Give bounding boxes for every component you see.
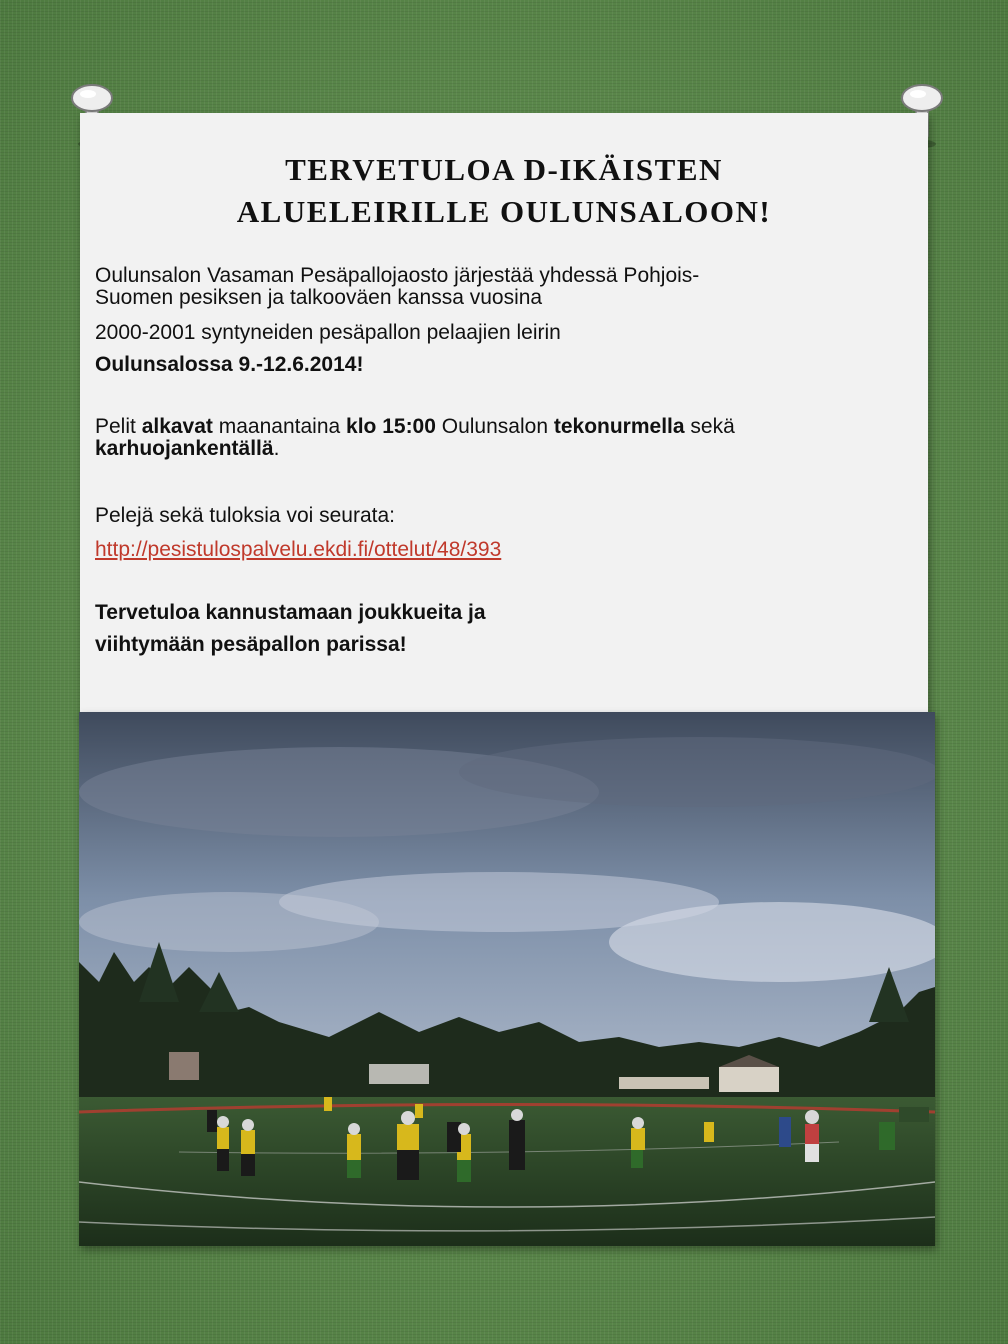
games-text-3: Oulunsalon bbox=[435, 415, 554, 438]
field-photo-illustration bbox=[79, 712, 935, 1246]
title-line-2: ALUELEIRILLE OULUNSALOON! bbox=[236, 194, 772, 229]
games-bold-time: klo 15:00 bbox=[346, 415, 436, 438]
closing-line-1: Tervetuloa kannustamaan joukkueita ja bbox=[95, 601, 486, 624]
intro-date: Oulunsalossa 9.-12.6.2014! bbox=[95, 353, 364, 376]
field-photo bbox=[79, 712, 935, 1246]
games-text-2: maanantaina bbox=[212, 415, 347, 438]
results-link[interactable]: http://pesistulospalvelu.ekdi.fi/ottelut/48/393 bbox=[95, 538, 502, 561]
games-bold-field2: karhuojankentällä bbox=[95, 437, 274, 460]
intro-line-3: 2000-2001 syntyneiden pesäpallon pelaajien leirin bbox=[95, 321, 561, 344]
games-text-5: . bbox=[273, 437, 280, 460]
games-paragraph bbox=[95, 416, 915, 460]
intro-line-1: Oulunsalon Vasaman Pesäpallojaosto järjestää yhdessä Pohjois- bbox=[95, 264, 700, 287]
games-text-4: sekä bbox=[684, 415, 735, 438]
follow-text: Pelejä sekä tuloksia voi seurata: bbox=[95, 504, 395, 527]
page-title bbox=[80, 149, 928, 233]
games-bold-start: alkavat bbox=[141, 415, 213, 438]
games-text-1: Pelit bbox=[95, 415, 142, 438]
games-bold-field1: tekonurmella bbox=[553, 415, 685, 438]
title-line-1: TERVETULOA D-IKÄISTEN bbox=[285, 152, 723, 187]
intro-line-2: Suomen pesiksen ja talkooväen kanssa vuosina bbox=[95, 286, 543, 309]
paper-card bbox=[80, 113, 928, 720]
closing-line-2: viihtymään pesäpallon parissa! bbox=[95, 633, 407, 656]
